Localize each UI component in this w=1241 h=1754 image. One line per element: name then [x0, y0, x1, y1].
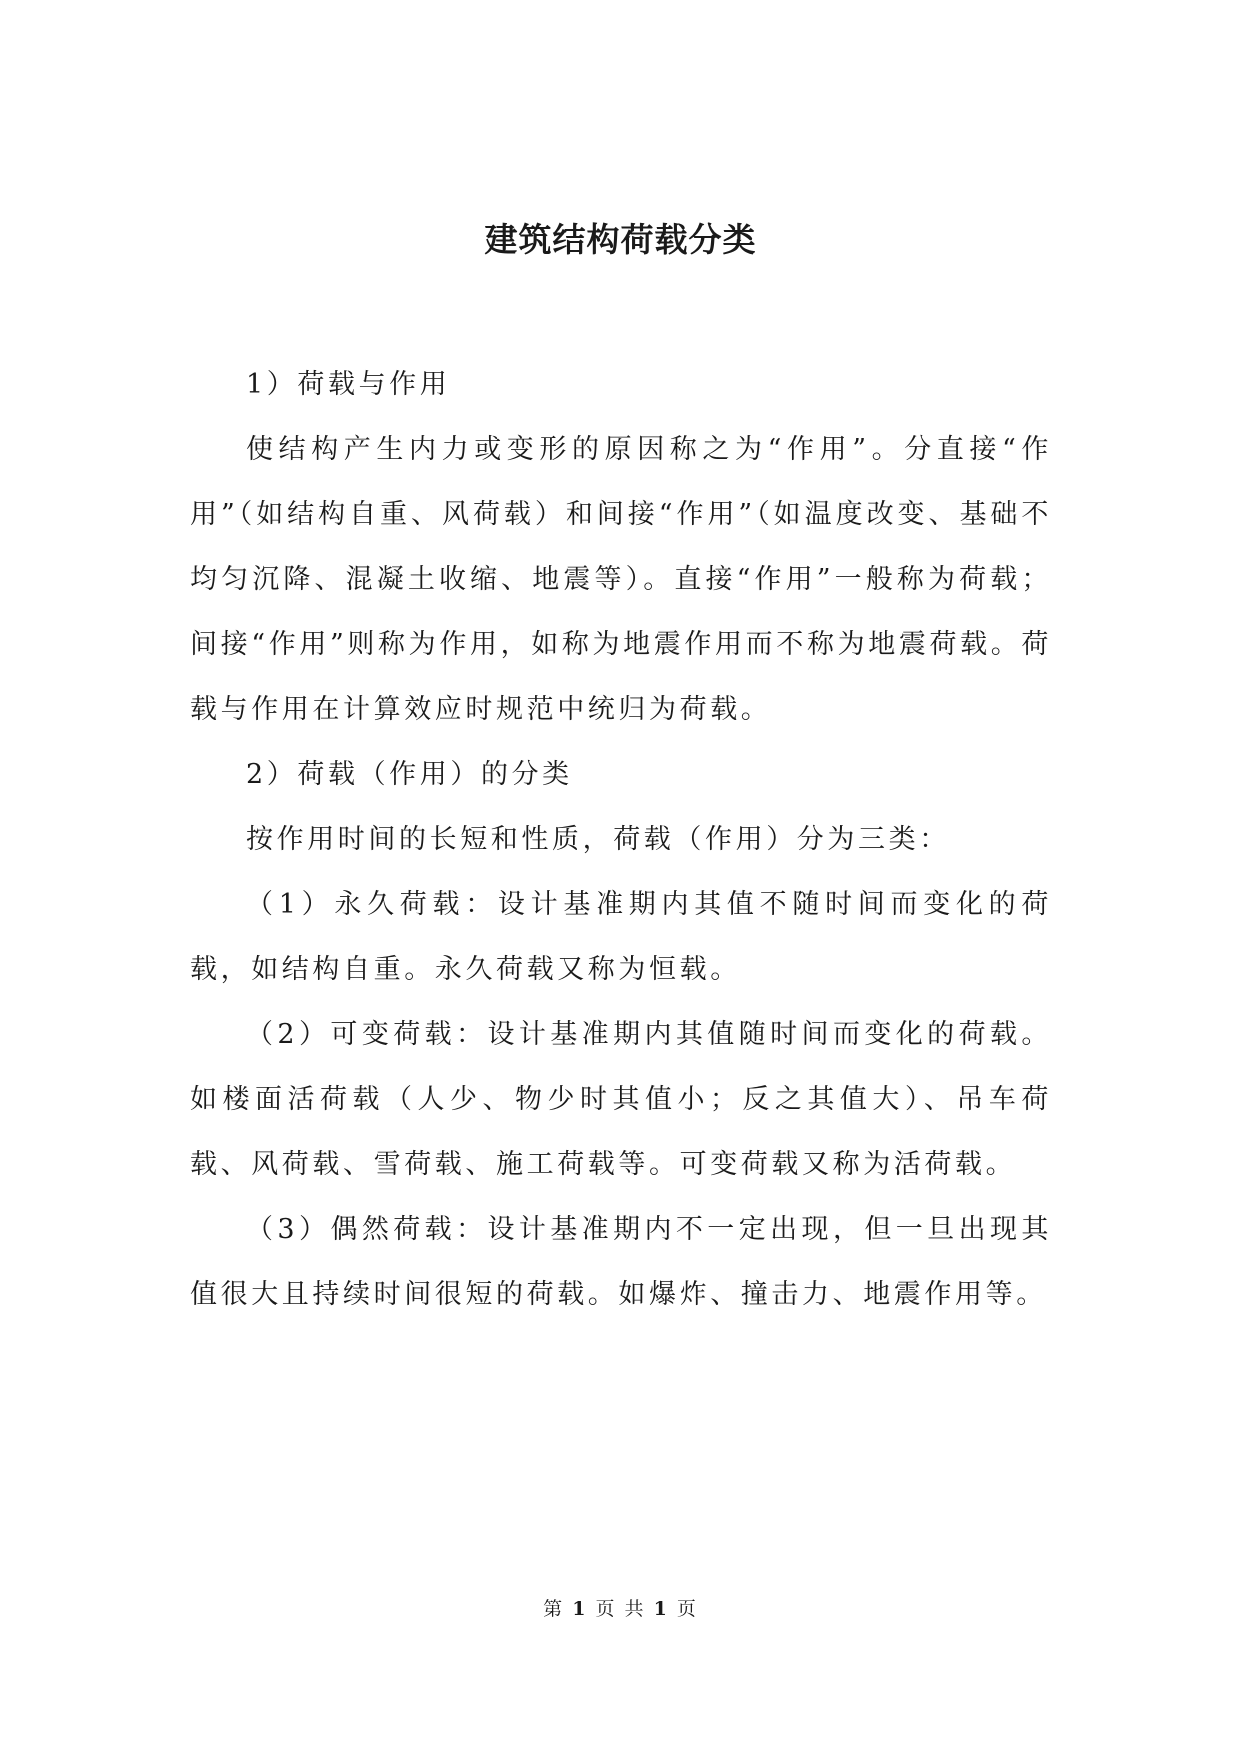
paragraph-classification-intro: 按作用时间的长短和性质，荷载（作用）分为三类： [246, 824, 950, 855]
footer-middle: 页 共 [595, 1598, 646, 1620]
section-heading-load-and-action: 1）荷载与作用 [246, 369, 451, 400]
paragraph-action-definition: 使结构产生内力或变形的原因称之为“作用”。分直接“作用”（如结构自重、风荷载）和间接“作用”（如温度改变、基础不均匀沉降、混凝土收缩、地震等）。直接“作用”一般称为荷载；间接“作用”则称为作用，如称为地震作用而不称为地震荷载。荷载与作用在计算效应时规范中统归为荷载。 [190, 434, 1052, 725]
footer-suffix: 页 [676, 1598, 698, 1620]
document-body [190, 352, 1052, 1327]
page-footer [0, 1597, 1241, 1621]
section-heading-classification: 2）荷载（作用）的分类 [246, 759, 573, 790]
footer-prefix: 第 [543, 1598, 565, 1620]
paragraph-permanent-load: （1）永久荷载：设计基准期内其值不随时间而变化的荷载，如结构自重。永久荷载又称为恒载。 [190, 889, 1052, 985]
paragraph-variable-load: （2）可变荷载：设计基准期内其值随时间而变化的荷载。如楼面活荷载（人少、物少时其值小；反之其值大）、吊车荷载、风荷载、雪荷载、施工荷载等。可变荷载又称为活荷载。 [190, 1019, 1052, 1180]
document-title: 建筑结构荷载分类 [484, 220, 757, 259]
paragraph-accidental-load: （3）偶然荷载：设计基准期内不一定出现，但一旦出现其值很大且持续时间很短的荷载。如爆炸、撞击力、地震作用等。 [190, 1214, 1052, 1310]
footer-page-number: 1 [572, 1598, 588, 1620]
footer-total-pages: 1 [653, 1598, 669, 1620]
